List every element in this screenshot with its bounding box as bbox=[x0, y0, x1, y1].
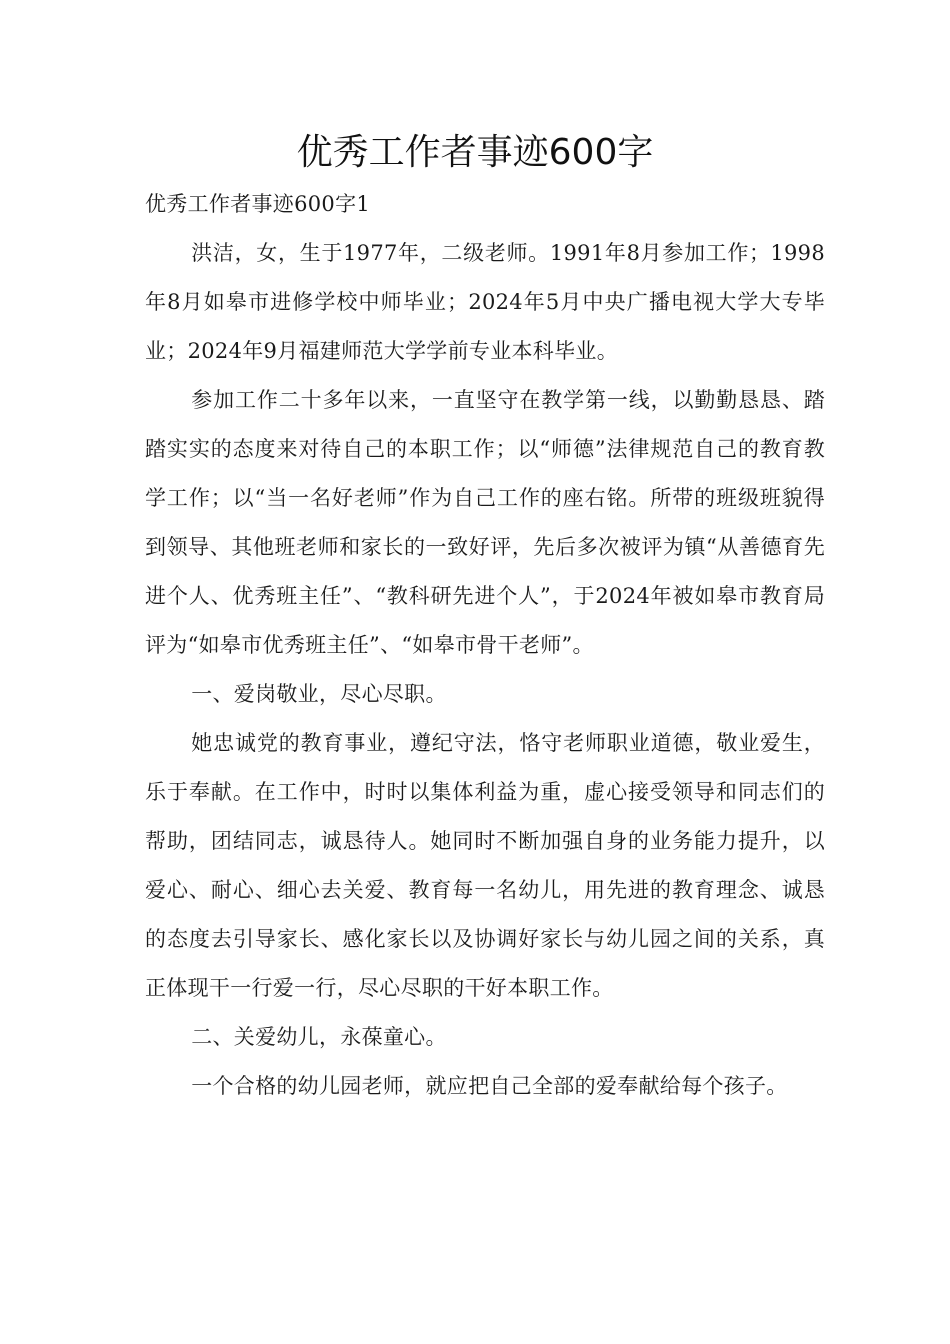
section-heading-dedication: 一、爱岗敬业，尽心尽职。 bbox=[191, 682, 447, 706]
document-subtitle: 优秀工作者事迹600字1 bbox=[145, 192, 371, 216]
document-title: 优秀工作者事迹600字 bbox=[296, 132, 654, 173]
document-body bbox=[145, 180, 825, 1111]
paragraph-care: 一个合格的幼儿园老师，就应把自己全部的爱奉献给每个孩子。 bbox=[191, 1074, 788, 1098]
paragraph-career: 参加工作二十多年以来，一直坚守在教学第一线，以勤勤恳恳、踏踏实实的态度来对待自己的本职工作；以“师德”法律规范自己的教育教学工作；以“当一名好老师”作为自己工作的座右铭。所带的班级班貌得到领导、其他班老师和家长的一致好评，先后多次被评为镇“从善德育先进个人、优秀班主任”、“教科研先进个人”，于2024年被如皋市教育局评为“如皋市优秀班主任”、“如皋市骨干老师”。 bbox=[145, 388, 825, 657]
section-heading-care: 二、关爱幼儿，永葆童心。 bbox=[191, 1025, 447, 1049]
paragraph-dedication: 她忠诚党的教育事业，遵纪守法，恪守老师职业道德，敬业爱生，乐于奉献。在工作中，时时以集体利益为重，虚心接受领导和同志们的帮助，团结同志，诚恳待人。她同时不断加强自身的业务能力提升，以爱心、耐心、细心去关爱、教育每一名幼儿，用先进的教育理念、诚恳的态度去引导家长、感化家长以及协调好家长与幼儿园之间的关系，真正体现干一行爱一行，尽心尽职的干好本职工作。 bbox=[145, 731, 825, 1000]
paragraph-biography: 洪洁，女，生于1977年，二级老师。1991年8月参加工作；1998年8月如皋市进修学校中师毕业；2024年5月中央广播电视大学大专毕业；2024年9月福建师范大学学前专业本科毕业。 bbox=[145, 241, 825, 363]
